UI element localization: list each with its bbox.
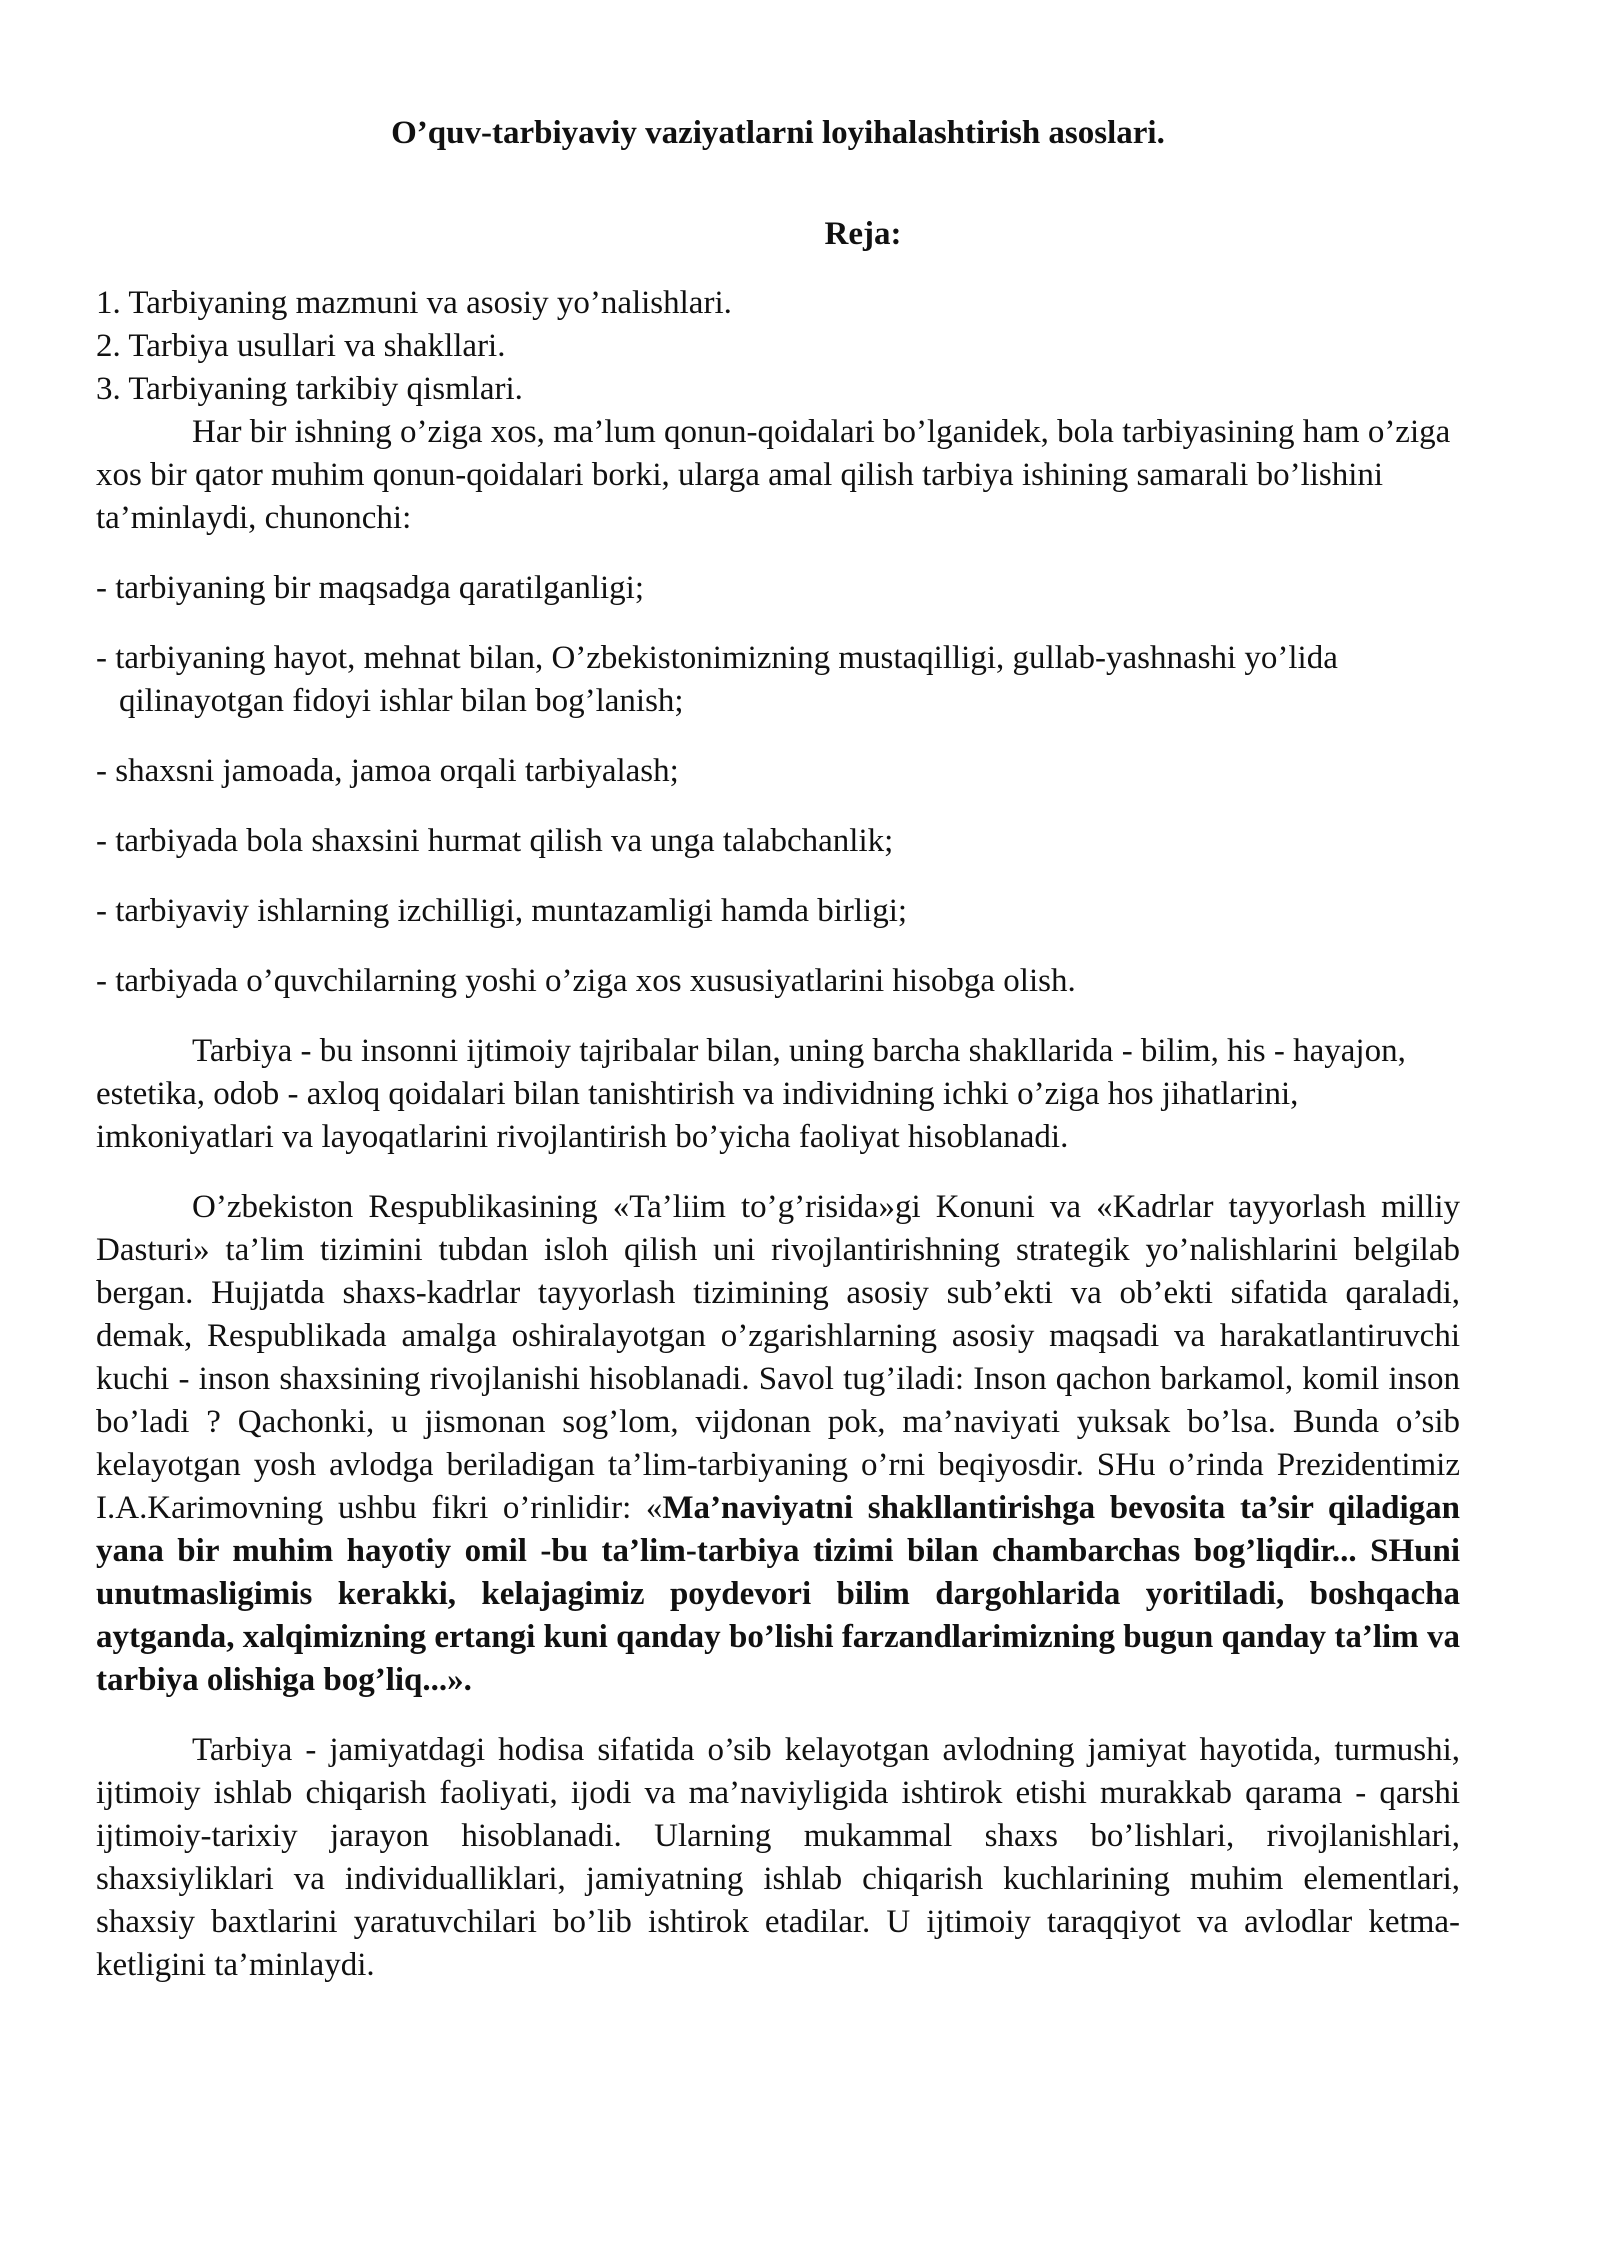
principle-item: - tarbiyada bola shaxsini hurmat qilish va unga talabchanlik; bbox=[96, 823, 894, 859]
plan-item: 3. Tarbiyaning tarkibiy qismlari. bbox=[96, 371, 523, 407]
plan-heading: Reja: bbox=[824, 216, 902, 252]
paragraph-reform-text: O’zbekiston Respublikasining «Ta’liim to’g’risida»gi Konuni va «Kadrlar tayyorlash milliy Dasturi» ta’lim tizimini tubdan isloh qilish uni rivojlantirishning strategik yo’nalishlarini belgilab bergan. Hujjatda shaxs-kadrlar tayyorlash tizimining asosiy sub’ekti va ob’ekti sifatida qaraladi, demak, Respublikada amalga oshiralayotgan o’zgarishlarning asosiy maqsadi va harakatlantiruvchi kuchi - inson shaxsining rivojlanishi hisoblanadi. Savol tug’iladi: Inson qachon barkamol, komil inson bo’ladi ? Qachonki, u jismonan sog’lom, vijdonan pok, ma’naviyati yuksak bo’lsa. Bunda o’sib kelayotgan yosh avlodga beriladigan ta’lim-tarbiyaning o’rni beqiyosdir. SHu o’rinda Prezidentimiz I.A.Karimovning ushbu fikri o’rinlidir: « bbox=[96, 1189, 1460, 1526]
plan-list bbox=[96, 282, 1460, 411]
principle-item: - tarbiyada o’quvchilarning yoshi o’ziga xos xususiyatlarini hisobga olish. bbox=[96, 963, 1076, 999]
document-title: O’quv-tarbiyaviy vaziyatlarni loyihalashtirish asoslari. bbox=[391, 115, 1165, 151]
paragraph-definition: Tarbiya - bu insonni ijtimoiy tajribalar bilan, uning barcha shakllarida - bilim, his - hayajon, estetika, odob - axloq qoidalari bilan tanishtirish va individning ichki o’ziga hos jihatlarini, imkoniyatlari va layoqatlarini rivojlantirish bo’yicha faoliyat hisoblanadi. bbox=[96, 1033, 1406, 1155]
principles-list bbox=[96, 567, 1460, 1003]
principle-item: - shaxsni jamoada, jamoa orqali tarbiyalash; bbox=[96, 753, 679, 789]
principle-item: - tarbiyaning hayot, mehnat bilan, O’zbekistonimizning mustaqilligi, gullab-yashnashi yo’lida qilinayotgan fidoyi ishlar bilan bog’lanish; bbox=[96, 640, 1338, 719]
intro-paragraph: Har bir ishning o’ziga xos, ma’lum qonun-qoidalari bo’lganidek, bola tarbiyasining ham o’ziga xos bir qator muhim qonun-qoidalari borki, ularga amal qilish tarbiya ishining samarali bo’lishini ta’minlaydi, chunonchi: bbox=[96, 414, 1451, 536]
plan-item: 1. Tarbiyaning mazmuni va asosiy yo’nalishlari. bbox=[96, 285, 732, 321]
principle-item: - tarbiyaning bir maqsadga qaratilganligi; bbox=[96, 570, 644, 606]
principle-item: - tarbiyaviy ishlarning izchilligi, muntazamligi hamda birligi; bbox=[96, 893, 908, 929]
plan-item: 2. Tarbiya usullari va shakllari. bbox=[96, 328, 506, 364]
paragraph-reform bbox=[96, 1186, 1460, 1702]
paragraph-society: Tarbiya - jamiyatdagi hodisa sifatida o’sib kelayotgan avlodning jamiyat hayotida, turmushi, ijtimoiy ishlab chiqarish faoliyati, ijodi va ma’naviyligida ishtirok etishi murakkab qarama - qarshi ijtimoiy-tarixiy jarayon hisoblanadi. Ularning mukammal shaxs bo’lishlari, rivojlanishlari, shaxsiyliklari va individualliklari, jamiyatning ishlab chiqarish kuchlarining muhim elementlari, shaxsiy baxtlarini yaratuvchilari bo’lib ishtirok etadilar. U ijtimoiy taraqqiyot va avlodlar ketma-ketligini ta’minlaydi. bbox=[96, 1732, 1460, 1983]
paragraph-reform-quote: Ma’naviyatni shakllantirishga bevosita ta’sir qiladigan yana bir muhim hayotiy omil -bu ta’lim-tarbiya tizimi bilan chambarchas bog’liqdir... SHuni unutmasligimis kerakki, kelajagimiz poydevori bilim dargohlarida yoritiladi, boshqacha aytganda, xalqimizning ertangi kuni qanday bo’lishi farzandlarimizning bugun qanday ta’lim va tarbiya olishiga bog’liq...». bbox=[96, 1490, 1460, 1698]
